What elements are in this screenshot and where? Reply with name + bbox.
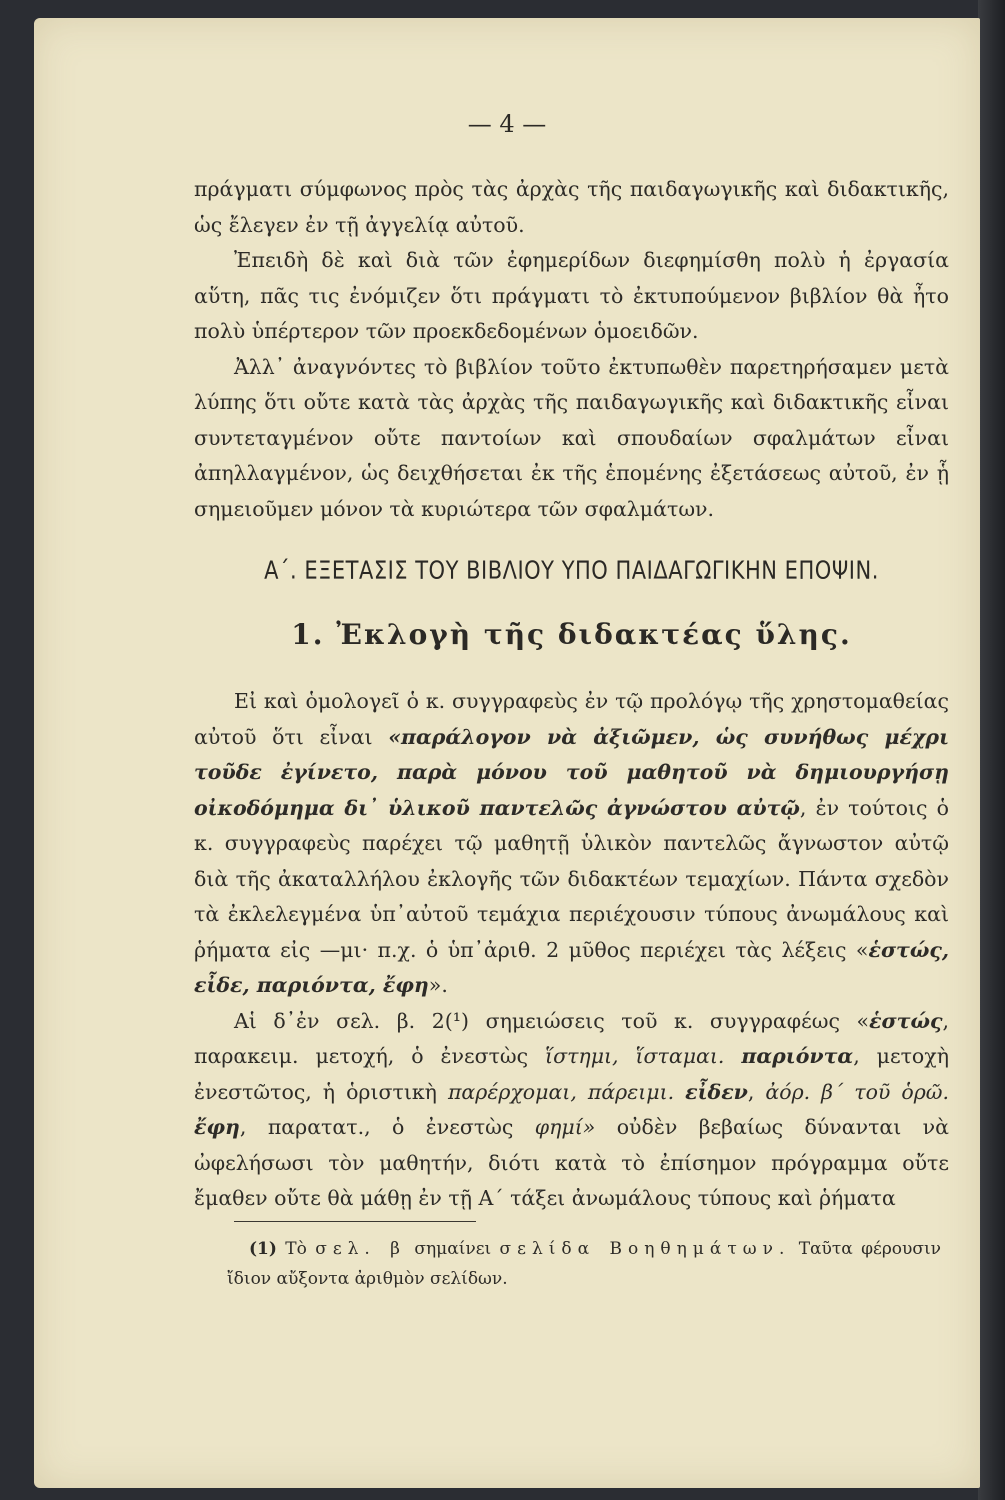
paragraph-1: πράγματι σύμφωνος πρὸς τὰς ἀρχὰς τῆς παιδαγωγικῆς καὶ διδακτικῆς, ὡς ἔλεγεν ἐν τῇ ἀγγελίᾳ αὐτοῦ. xyxy=(194,177,949,237)
p5-text-5 xyxy=(674,1080,685,1104)
paragraph-3: Ἀλλ᾽ ἀναγνόντες τὸ βιβλίον τοῦτο ἐκτυπωθὲν παρετηρήσαμεν μετὰ λύπης ὅτι οὔτε κατὰ τὰς ἀρχὰς τῆς παιδαγωγικῆς καὶ διδακτικῆς εἶναι συντεταγμένον οὔτε παντοίων καὶ σπουδαίων σφαλμάτων εἶναι ἀπηλλαγμένον, ὡς δειχθήσεται ἐκ τῆς ἑπομένης ἐξετάσεως αὐτοῦ, ἐν ᾗ σημειοῦμεν μόνον τὰ κυριώτερα τῶν σφαλμάτων. xyxy=(194,354,949,521)
p5-text-1: Αἱ δ᾽ἐν σελ. β. 2(¹) σημειώσεις τοῦ κ. συγγραφέως « xyxy=(234,1008,870,1033)
p5-text-3 xyxy=(724,1044,741,1068)
footnote-text-3: Ταῦτα φέρουσιν ἴδιον αὔξοντα ἀριθμὸν σελίδων. xyxy=(227,1239,941,1289)
footnote xyxy=(227,1234,941,1294)
p4-text-3: ». xyxy=(428,973,448,997)
p4-text-1: Εἰ καὶ ὁμολογεῖ ὁ κ. συγγραφεὺς ἐν τῷ προλόγῳ τῆς χρηστομαθείας αὐτοῦ ὅτι εἶναι xyxy=(194,689,949,749)
p4-text-2: , ἐν τούτοις ὁ κ. συγγραφεὺς παρέχει τῷ μαθητῇ ὑλικὸν παντελῶς ἄγνωστον αὐτῷ διὰ τῆς ἀκαταλλήλου ἐκλογῆς τῶν διδακτέων τεμαχίων. Πάντα σχεδὸν τὰ ἐκλελεγμένα ὑπ᾽αὐτοῦ τεμάχια περιέχουσιν τύπους ἀνωμάλους καὶ ῥήματα εἰς —μι· π.χ. ὁ ὑπ᾽ἀριθ. 2 μῦθος περιέχει τὰς λέξεις « xyxy=(194,795,949,962)
p4-words: ἑστώς, εἶδε, παριόντα, ἔφη xyxy=(194,937,949,997)
page-number: — 4 — xyxy=(467,110,547,138)
subsection-heading: 1. Ἐκλογὴ τῆς διδακτέας ὕλης. xyxy=(291,618,852,651)
p5-text-2: , παρακειμ. μετοχή, ὁ ἐνεστὼς xyxy=(194,1008,949,1068)
p5-word-7: ἔφη xyxy=(194,1115,240,1139)
p5-word-1: ἑστώς xyxy=(869,1008,943,1033)
paragraph-5 xyxy=(194,1004,949,1217)
footnote-word-2: σελίδα Βοηθημάτων. xyxy=(499,1239,791,1259)
paragraph-2: Ἐπειδὴ δὲ καὶ διὰ τῶν ἐφημερίδων διεφημίσθη πολὺ ἡ ἐργασία αὕτη, πᾶς τις ἐνόμιζεν ὅτι πράγματι τὸ ἐκτυπούμενον βιβλίον θὰ ἦτο πολὺ ὑπέρτερον τῶν προεκδεδομένων ὁμοειδῶν. xyxy=(194,248,949,343)
p5-word-3: παριόντα xyxy=(741,1044,854,1068)
p5-word-5: εἶδεν xyxy=(685,1079,748,1104)
document-page xyxy=(34,18,980,1488)
footnote-text-1: Τὸ xyxy=(276,1239,316,1259)
body-text-bottom xyxy=(194,684,949,1217)
footnote-text-2: σημαίνει xyxy=(406,1239,500,1259)
p4-quote: «παράλογον νὰ ἀξιῶμεν, ὡς συνήθως μέχρι τοῦδε ἐγίνετο, παρὰ μόνου τοῦ μαθητοῦ νὰ δημιουργήσῃ οἰκοδόμημα δι᾽ ὑλικοῦ παντελῶς ἀγνώστου αὐτῷ xyxy=(194,724,949,820)
footnote-divider xyxy=(234,1221,476,1222)
p5-word-2: ἵστημι, ἵσταμαι. xyxy=(545,1044,725,1068)
p5-word-6: ἀόρ. β΄ τοῦ ὁρῶ. xyxy=(765,1079,949,1104)
footnote-marker: (1) xyxy=(249,1239,277,1259)
body-text-top xyxy=(194,172,949,527)
p5-text-9: οὐδὲν βεβαίως δύνανται νὰ ὠφελήσωσι τὸν μαθητήν, διότι κατὰ τὸ ἐπίσημον πρόγραμμα οὔτε ἔμαθεν οὔτε θὰ μάθῃ ἐν τῇ Α΄ τάξει ἀνωμάλους τύπους καὶ ῥήματα xyxy=(194,1115,949,1210)
p5-text-6: , xyxy=(747,1079,766,1104)
p5-text-8: , παρατατ., ὁ ἐνεστὼς xyxy=(239,1115,535,1139)
scanner-edge xyxy=(978,0,1005,1500)
footnote-word-1: σελ. β xyxy=(315,1239,407,1259)
p5-word-8: φημί» xyxy=(534,1115,596,1139)
p5-word-4: παρέρχομαι, πάρειμι. xyxy=(447,1079,675,1104)
p5-text-4: , μετοχὴ ἐνεστῶτος, ἡ ὁριστικὴ xyxy=(194,1044,949,1104)
paragraph-4 xyxy=(194,684,949,1004)
section-heading: Α΄. ΕΞΕΤΑΣΙΣ ΤΟΥ ΒΙΒΛΙΟΥ ΥΠΟ ΠΑΙΔΑΓΩΓΙΚΗΝ ΕΠΟΨΙΝ. xyxy=(264,555,879,585)
